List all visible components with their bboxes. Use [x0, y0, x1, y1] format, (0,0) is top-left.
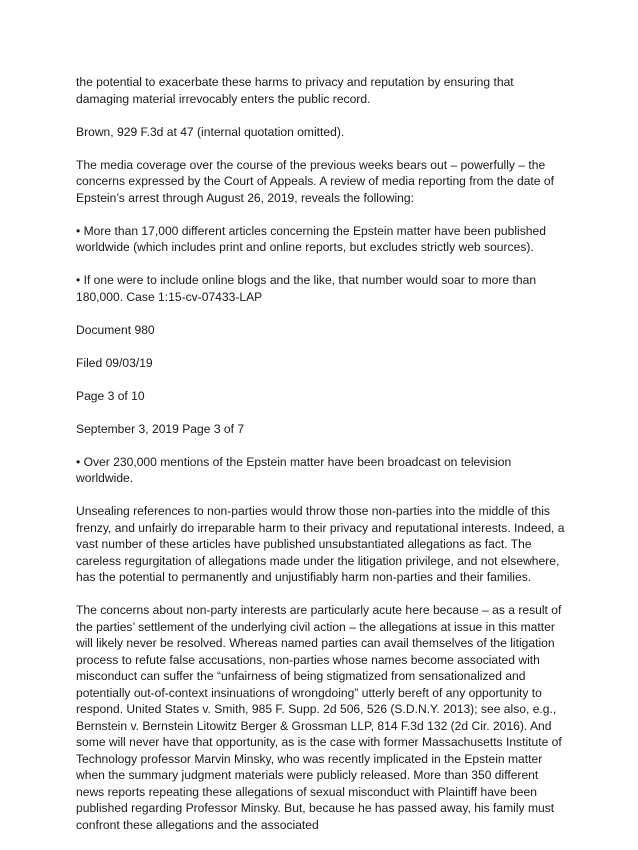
bullet-articles: • More than 17,000 different articles concerning the Epstein matter have been published worldwide (which includes print and online reports, but excludes strictly web sources).	[76, 223, 546, 254]
paragraph-continuation: the potential to exacerbate these harms to privacy and reputation by ensuring that damaging material irrevocably enters the public record.	[76, 75, 514, 106]
document-page	[76, 74, 566, 850]
header-filed-date: Filed 09/03/19	[76, 355, 153, 370]
header-document-number: Document 980	[76, 322, 155, 337]
paragraph-non-party-concerns: The concerns about non-party interests are particularly acute here because – as a result of the parties’ settlement of the underlying civil action – the allegations at issue in this matter will likely never be resolved. Whereas named parties can avail themselves of the litigation process to refute false accusations, non-parties whose names become associated with misconduct can suffer the “unfairness of being stigmatized from sensationalized and potentially out-of-context insinuations of wrongdoing” utterly bereft of any opportunity to respond. United States v. Smith, 985 F. Supp. 2d 506, 526 (S.D.N.Y. 2013); see also, e.g., Bernstein v. Bernstein Litowitz Berger & Grossman LLP, 814 F.3d 132 (2d Cir. 2016). And some will never have that opportunity, as is the case with former Massachusetts Institute of Technology professor Marvin Minsky, who was recently implicated in the Epstein matter when the summary judgment materials were publicly released. More than 350 different news reports repeating these allegations of sexual misconduct with Plaintiff have been published regarding Professor Minsky. But, because he has passed away, his family must confront these allegations and the associated	[76, 603, 562, 832]
bullet-blogs: • If one were to include online blogs and the like, that number would soar to more than 180,000. Case 1:15-cv-07433-LAP	[76, 273, 537, 304]
header-letter-page: September 3, 2019 Page 3 of 7	[76, 421, 245, 436]
header-page-count: Page 3 of 10	[76, 388, 145, 403]
paragraph-unsealing: Unsealing references to non-parties would throw those non-parties into the middle of this frenzy, and unfairly do irreparable harm to their privacy and reputational interests. Indeed, a vast number of these articles have published unsubstantiated allegations as fact. The careless regurgitation of allegations made under the litigation privilege, and not elsewhere, has the potential to permanently and unjustifiably harm non-parties and their families.	[76, 504, 565, 584]
paragraph-citation: Brown, 929 F.3d at 47 (internal quotation omitted).	[76, 124, 345, 139]
paragraph-media-coverage: The media coverage over the course of the previous weeks bears out – powerfully – the concerns expressed by the Court of Appeals. A review of media reporting from the date of Epstein’s arrest through August 26, 2019, reveals the following:	[76, 157, 554, 205]
bullet-broadcast: • Over 230,000 mentions of the Epstein matter have been broadcast on television worldwide.	[76, 454, 512, 485]
